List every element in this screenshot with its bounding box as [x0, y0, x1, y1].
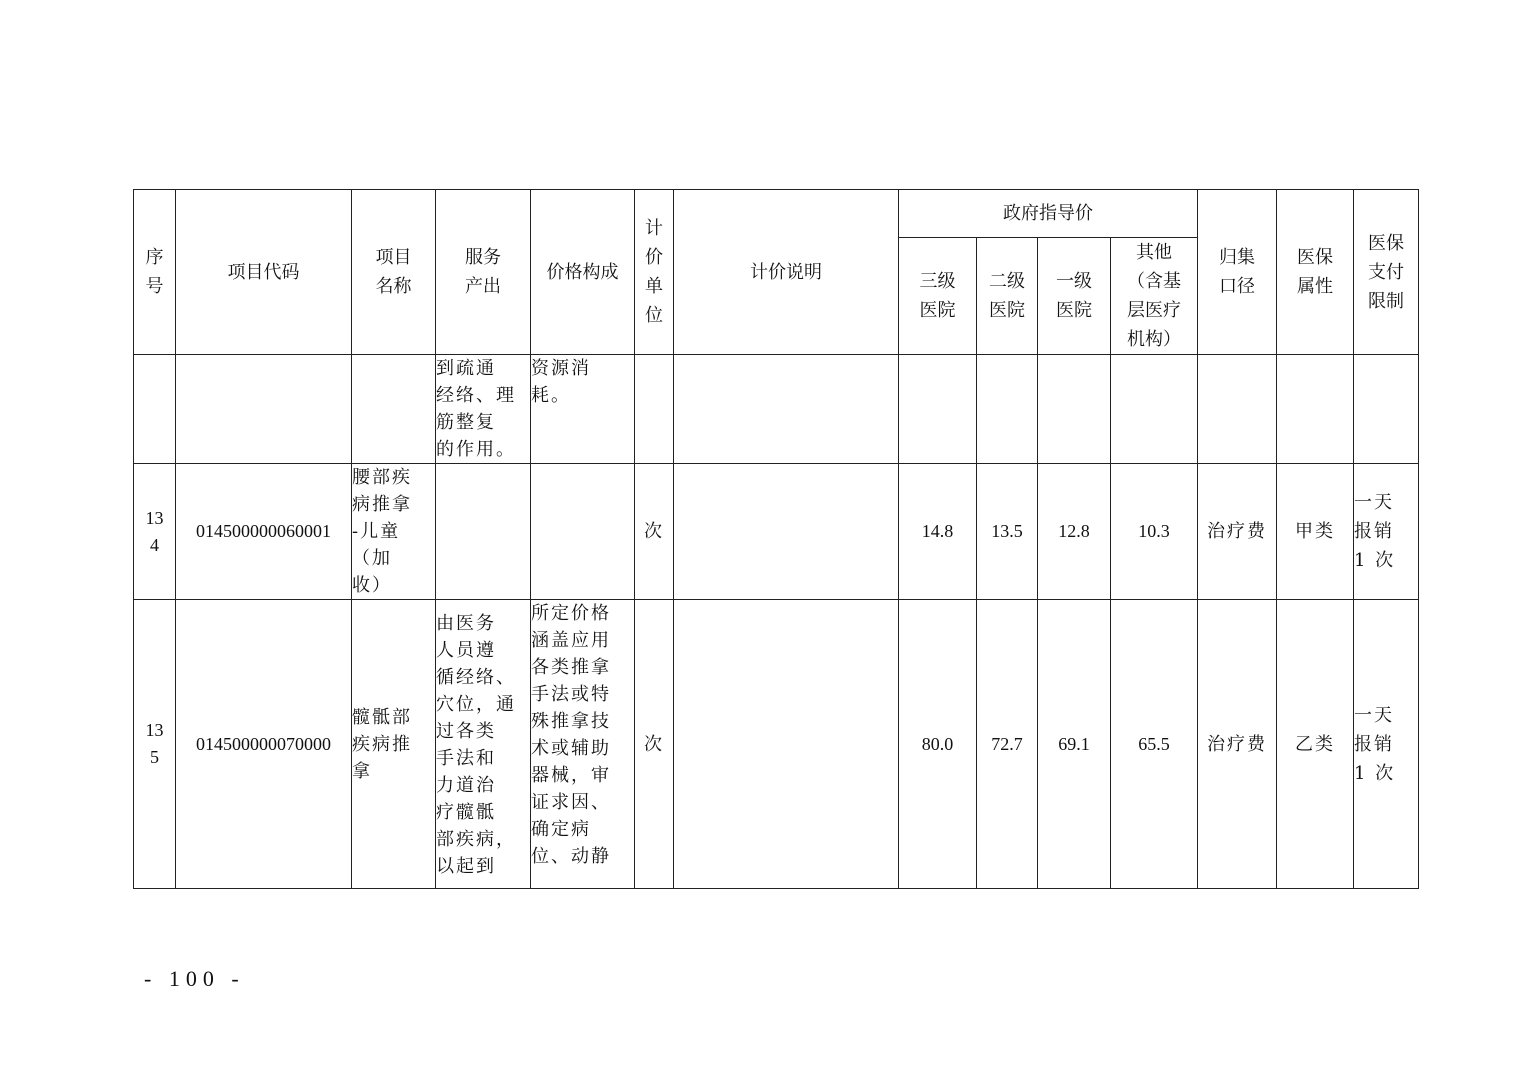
cell-code: 014500000060001 — [176, 464, 352, 600]
cell-unit: 次 — [635, 600, 674, 889]
cell-price-level2: 13.5 — [977, 464, 1038, 600]
cell-insurance: 甲类 — [1277, 464, 1354, 600]
header-level1: 一级 医院 — [1038, 238, 1111, 355]
table-row — [134, 600, 1419, 889]
header-code: 项目代码 — [176, 190, 352, 355]
header-note: 计价说明 — [674, 190, 899, 355]
cell-price-level1: 12.8 — [1038, 464, 1111, 600]
cell-category — [1198, 355, 1277, 464]
cell-code: 014500000070000 — [176, 600, 352, 889]
header-seq: 序 号 — [134, 190, 176, 355]
cell-composition: 资源消 耗。 — [531, 355, 635, 464]
cell-seq: 13 5 — [134, 600, 176, 889]
cell-unit: 次 — [635, 464, 674, 600]
cell-price-level1 — [1038, 355, 1111, 464]
cell-output — [436, 464, 531, 600]
cell-output: 到疏通 经络、理 筋整复 的作用。 — [436, 355, 531, 464]
cell-limit — [1354, 355, 1419, 464]
cell-limit: 一天 报销 1 次 — [1354, 600, 1419, 889]
header-output: 服务 产出 — [436, 190, 531, 355]
cell-name: 腰部疾 病推拿 -儿童 （加 收） — [352, 464, 436, 600]
cell-category: 治疗费 — [1198, 464, 1277, 600]
cell-limit: 一天 报销 1 次 — [1354, 464, 1419, 600]
cell-price-level2 — [977, 355, 1038, 464]
header-level3: 三级 医院 — [899, 238, 977, 355]
header-name: 项目 名称 — [352, 190, 436, 355]
cell-price-level1: 69.1 — [1038, 600, 1111, 889]
cell-insurance: 乙类 — [1277, 600, 1354, 889]
cell-price-level2: 72.7 — [977, 600, 1038, 889]
cell-note — [674, 600, 899, 889]
header-other: 其他 （含基 层医疗 机构） — [1111, 238, 1198, 355]
header-row-1 — [134, 190, 1419, 238]
cell-note — [674, 464, 899, 600]
cell-output: 由医务 人员遵 循经络、 穴位，通 过各类 手法和 力道治 疗髋骶 部疾病， 以起到 — [436, 600, 531, 889]
cell-price-other: 65.5 — [1111, 600, 1198, 889]
cell-category: 治疗费 — [1198, 600, 1277, 889]
cell-composition: 所定价格 涵盖应用 各类推拿 手法或特 殊推拿技 术或辅助 器械，审 证求因、 确定病 位、动静 — [531, 600, 635, 889]
header-unit: 计 价 单 位 — [635, 190, 674, 355]
cell-price-level3: 14.8 — [899, 464, 977, 600]
cell-composition — [531, 464, 635, 600]
cell-price-level3: 80.0 — [899, 600, 977, 889]
cell-seq: 13 4 — [134, 464, 176, 600]
cell-code — [176, 355, 352, 464]
header-level2: 二级 医院 — [977, 238, 1038, 355]
cell-insurance — [1277, 355, 1354, 464]
header-insurance: 医保 属性 — [1277, 190, 1354, 355]
cell-seq — [134, 355, 176, 464]
header-limit: 医保 支付 限制 — [1354, 190, 1419, 355]
cell-price-other — [1111, 355, 1198, 464]
cell-unit — [635, 355, 674, 464]
cell-price-other: 10.3 — [1111, 464, 1198, 600]
table-row — [134, 464, 1419, 600]
cell-note — [674, 355, 899, 464]
header-gov-price: 政府指导价 — [899, 190, 1198, 238]
cell-price-level3 — [899, 355, 977, 464]
header-composition: 价格构成 — [531, 190, 635, 355]
table-row — [134, 355, 1419, 464]
page-number: - 100 - — [144, 966, 245, 991]
cell-name: 髋骶部 疾病推 拿 — [352, 600, 436, 889]
price-table — [133, 189, 1419, 889]
header-category: 归集 口径 — [1198, 190, 1277, 355]
cell-name — [352, 355, 436, 464]
